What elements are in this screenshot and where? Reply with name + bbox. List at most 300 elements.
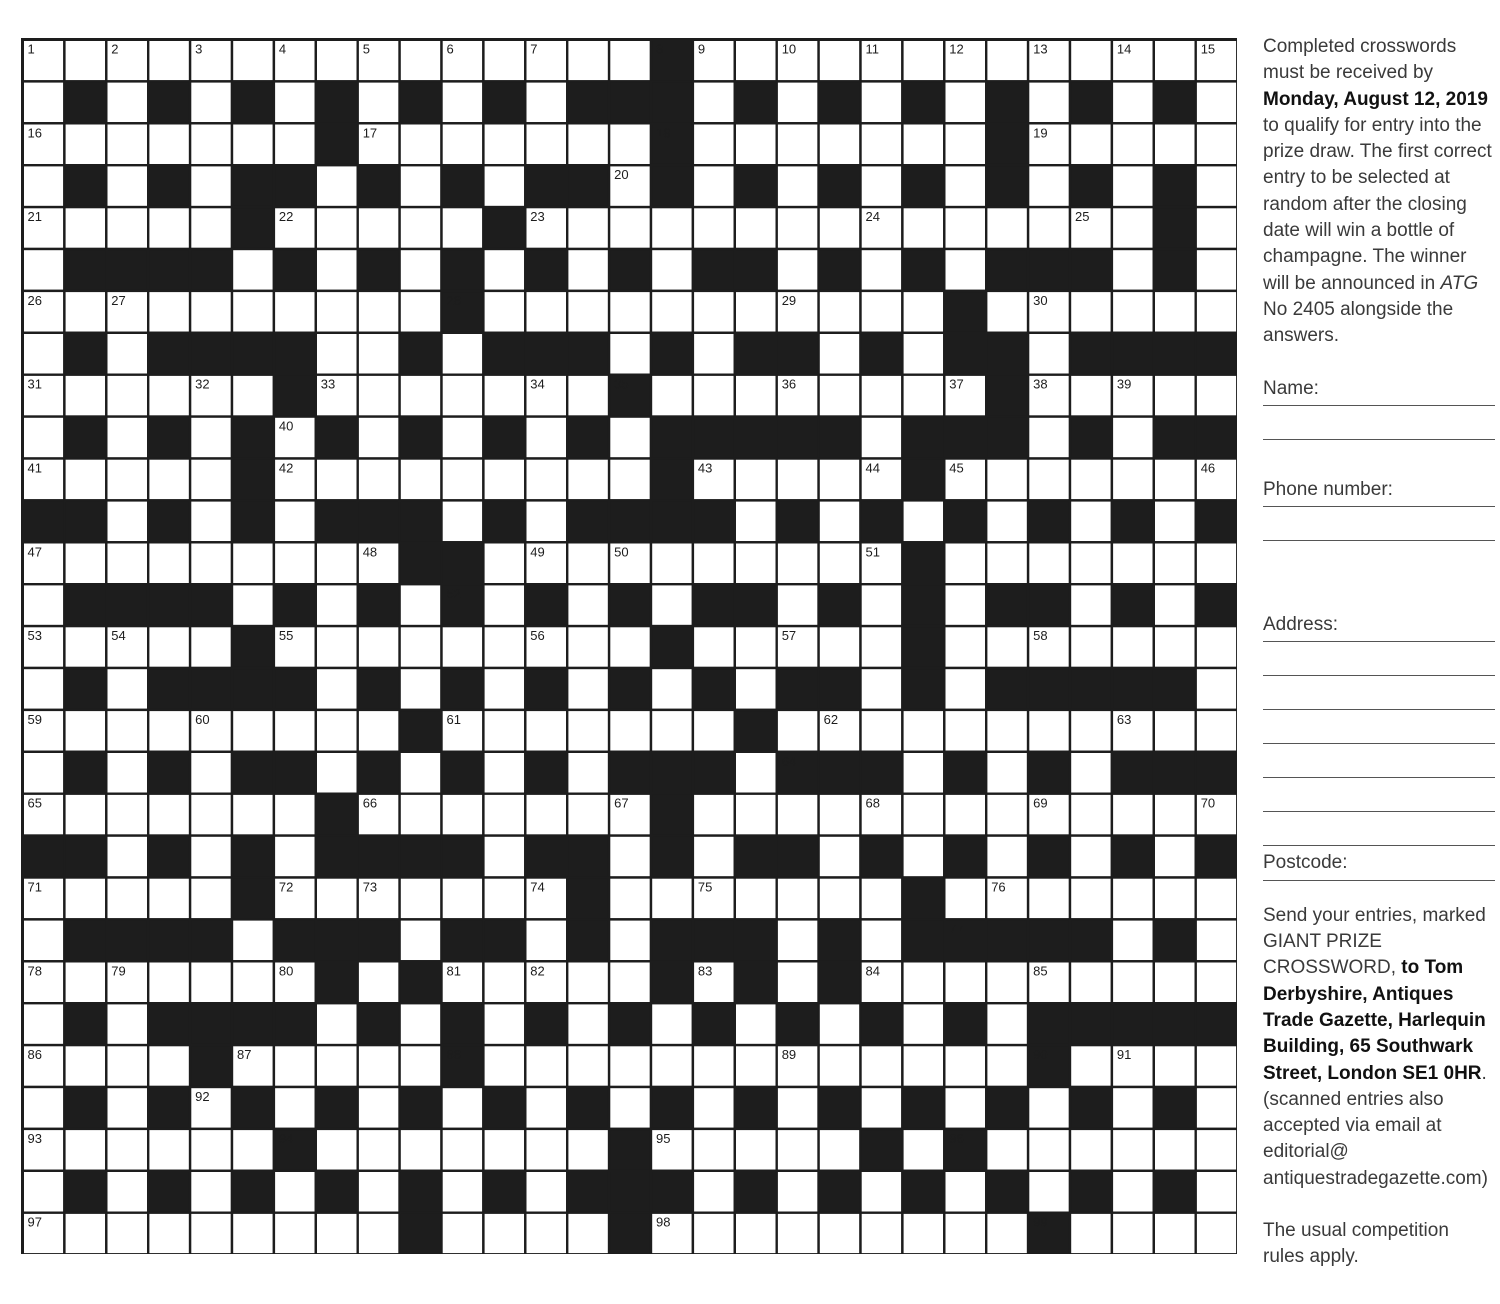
grid-cell[interactable] [358,417,400,459]
grid-cell[interactable] [609,836,651,878]
grid-cell[interactable] [400,752,442,794]
grid-cell[interactable] [483,794,525,836]
grid-cell[interactable] [1112,542,1154,584]
grid-cell[interactable] [861,1087,903,1129]
grid-cell[interactable] [316,878,358,920]
grid-cell[interactable] [735,1003,777,1045]
grid-cell[interactable] [735,752,777,794]
grid-cell[interactable] [1196,81,1237,123]
grid-cell[interactable] [64,626,106,668]
grid-cell[interactable] [861,919,903,961]
grid-cell[interactable] [902,291,944,333]
grid-cell[interactable] [483,710,525,752]
grid-cell[interactable] [400,794,442,836]
grid-cell[interactable] [1028,710,1070,752]
grid-cell[interactable] [609,710,651,752]
grid-cell[interactable] [567,794,609,836]
grid-cell[interactable] [986,961,1028,1003]
grid-cell[interactable] [190,459,232,501]
grid-cell[interactable] [232,584,274,626]
grid-cell[interactable] [1112,123,1154,165]
grid-cell[interactable] [819,836,861,878]
grid-cell[interactable] [442,81,484,123]
grid-cell[interactable] [483,752,525,794]
grid-cell[interactable] [23,1087,65,1129]
grid-cell[interactable] [483,291,525,333]
grid-cell[interactable] [274,542,316,584]
grid-cell[interactable] [735,123,777,165]
grid-cell[interactable] [525,794,567,836]
grid-cell[interactable] [861,1045,903,1087]
grid-cell[interactable] [1154,500,1196,542]
address-line-2[interactable] [1263,675,1495,676]
grid-cell[interactable] [23,668,65,710]
grid-cell[interactable] [190,836,232,878]
grid-cell[interactable] [1196,1171,1237,1213]
grid-cell[interactable] [735,1129,777,1171]
grid-cell[interactable] [735,878,777,920]
grid-cell[interactable] [442,123,484,165]
grid-cell[interactable] [777,249,819,291]
grid-cell[interactable] [567,542,609,584]
grid-cell[interactable] [693,207,735,249]
grid-cell[interactable] [1196,291,1237,333]
grid-cell[interactable] [316,542,358,584]
grid-cell[interactable] [693,291,735,333]
grid-cell[interactable] [1070,40,1112,82]
grid-cell[interactable] [651,291,693,333]
grid-cell[interactable] [148,710,190,752]
grid-cell[interactable] [148,542,190,584]
grid-cell[interactable] [819,1213,861,1254]
grid-cell[interactable] [274,1087,316,1129]
grid-cell[interactable] [1154,961,1196,1003]
grid-cell[interactable] [1112,1171,1154,1213]
address-line-4[interactable] [1263,743,1495,744]
grid-cell[interactable] [400,40,442,82]
grid-cell[interactable] [693,1045,735,1087]
grid-cell[interactable] [986,1129,1028,1171]
grid-cell[interactable] [902,375,944,417]
grid-cell[interactable] [316,710,358,752]
grid-cell[interactable] [64,207,106,249]
grid-cell[interactable] [483,584,525,626]
grid-cell[interactable] [567,584,609,626]
grid-cell[interactable] [23,584,65,626]
grid-cell[interactable] [1070,626,1112,668]
grid-cell[interactable] [567,752,609,794]
grid-cell[interactable] [944,1045,986,1087]
grid-cell[interactable] [609,878,651,920]
grid-cell[interactable] [442,878,484,920]
grid-cell[interactable] [316,333,358,375]
grid-cell[interactable] [106,1213,148,1254]
grid-cell[interactable] [483,542,525,584]
grid-cell[interactable] [316,249,358,291]
grid-cell[interactable] [106,1087,148,1129]
grid-cell[interactable] [1028,417,1070,459]
grid-cell[interactable] [64,375,106,417]
grid-cell[interactable] [190,626,232,668]
grid-cell[interactable] [358,626,400,668]
grid-cell[interactable] [106,375,148,417]
grid-cell[interactable] [483,1003,525,1045]
grid-cell[interactable] [693,1087,735,1129]
grid-cell[interactable] [1112,919,1154,961]
grid-cell[interactable] [609,417,651,459]
grid-cell[interactable] [148,961,190,1003]
grid-cell[interactable] [819,40,861,82]
grid-cell[interactable] [358,291,400,333]
grid-cell[interactable] [358,1171,400,1213]
grid-cell[interactable] [1196,626,1237,668]
grid-cell[interactable] [1154,836,1196,878]
grid-cell[interactable] [525,1087,567,1129]
grid-cell[interactable] [148,794,190,836]
grid-cell[interactable] [986,626,1028,668]
grid-cell[interactable] [316,1129,358,1171]
grid-cell[interactable] [64,1045,106,1087]
grid-cell[interactable] [358,1087,400,1129]
grid-cell[interactable] [986,40,1028,82]
grid-cell[interactable] [1070,542,1112,584]
grid-cell[interactable] [944,123,986,165]
grid-cell[interactable] [1154,794,1196,836]
grid-cell[interactable] [735,459,777,501]
grid-cell[interactable] [986,459,1028,501]
grid-cell[interactable] [861,123,903,165]
grid-cell[interactable] [232,249,274,291]
grid-cell[interactable] [274,836,316,878]
address-line-7[interactable] [1263,845,1495,846]
grid-cell[interactable] [777,878,819,920]
grid-cell[interactable] [1154,878,1196,920]
grid-cell[interactable] [316,165,358,207]
grid-cell[interactable] [106,836,148,878]
grid-cell[interactable] [986,1045,1028,1087]
grid-cell[interactable] [358,1129,400,1171]
grid-cell[interactable] [819,207,861,249]
grid-cell[interactable] [693,836,735,878]
grid-cell[interactable] [316,207,358,249]
grid-cell[interactable] [106,668,148,710]
grid-cell[interactable] [274,81,316,123]
grid-cell[interactable] [525,500,567,542]
grid-cell[interactable] [944,961,986,1003]
grid-cell[interactable] [1112,961,1154,1003]
name-line-2[interactable] [1263,439,1495,440]
grid-cell[interactable] [609,207,651,249]
grid-cell[interactable] [861,291,903,333]
grid-cell[interactable] [483,1045,525,1087]
grid-cell[interactable] [358,207,400,249]
grid-cell[interactable] [525,919,567,961]
grid-cell[interactable] [944,668,986,710]
grid-cell[interactable] [567,291,609,333]
grid-cell[interactable] [106,542,148,584]
grid-cell[interactable] [944,207,986,249]
grid-cell[interactable] [777,542,819,584]
postcode-line[interactable] [1263,880,1495,881]
grid-cell[interactable] [777,81,819,123]
grid-cell[interactable] [190,1129,232,1171]
grid-cell[interactable] [902,500,944,542]
grid-cell[interactable] [316,291,358,333]
grid-cell[interactable] [274,500,316,542]
grid-cell[interactable] [358,333,400,375]
grid-cell[interactable] [232,919,274,961]
grid-cell[interactable] [525,459,567,501]
address-line-1[interactable] [1263,641,1495,642]
grid-cell[interactable] [1154,1213,1196,1254]
grid-cell[interactable] [1070,500,1112,542]
grid-cell[interactable] [735,40,777,82]
grid-cell[interactable] [819,333,861,375]
grid-cell[interactable] [274,291,316,333]
grid-cell[interactable] [525,1171,567,1213]
grid-cell[interactable] [944,81,986,123]
grid-cell[interactable] [442,459,484,501]
grid-cell[interactable] [23,81,65,123]
grid-cell[interactable] [1112,459,1154,501]
grid-cell[interactable] [400,249,442,291]
grid-cell[interactable] [1070,584,1112,626]
grid-cell[interactable] [400,123,442,165]
grid-cell[interactable] [1028,1087,1070,1129]
grid-cell[interactable] [190,500,232,542]
grid-cell[interactable] [316,1003,358,1045]
grid-cell[interactable] [902,710,944,752]
grid-cell[interactable] [1154,1045,1196,1087]
grid-cell[interactable] [190,123,232,165]
grid-cell[interactable] [190,165,232,207]
grid-cell[interactable] [316,668,358,710]
grid-cell[interactable] [106,1003,148,1045]
grid-cell[interactable] [819,878,861,920]
grid-cell[interactable] [861,878,903,920]
grid-cell[interactable] [609,291,651,333]
grid-cell[interactable] [358,81,400,123]
grid-cell[interactable] [1154,584,1196,626]
grid-cell[interactable] [1154,291,1196,333]
grid-cell[interactable] [861,81,903,123]
grid-cell[interactable] [358,961,400,1003]
grid-cell[interactable] [651,584,693,626]
grid-cell[interactable] [902,1045,944,1087]
grid-cell[interactable] [819,1129,861,1171]
grid-cell[interactable] [64,459,106,501]
grid-cell[interactable] [358,1213,400,1254]
grid-cell[interactable] [148,291,190,333]
grid-cell[interactable] [148,459,190,501]
grid-cell[interactable] [735,626,777,668]
grid-cell[interactable] [400,291,442,333]
grid-cell[interactable] [400,1045,442,1087]
grid-cell[interactable] [609,1087,651,1129]
grid-cell[interactable] [567,459,609,501]
address-line-5[interactable] [1263,777,1495,778]
grid-cell[interactable] [400,1129,442,1171]
grid-cell[interactable] [1196,1129,1237,1171]
grid-cell[interactable] [819,123,861,165]
grid-cell[interactable] [358,710,400,752]
grid-cell[interactable] [190,291,232,333]
grid-cell[interactable] [693,375,735,417]
grid-cell[interactable] [944,794,986,836]
grid-cell[interactable] [861,584,903,626]
grid-cell[interactable] [1028,333,1070,375]
grid-cell[interactable] [400,668,442,710]
grid-cell[interactable] [693,710,735,752]
grid-cell[interactable] [1112,165,1154,207]
grid-cell[interactable] [777,1087,819,1129]
grid-cell[interactable] [986,752,1028,794]
grid-cell[interactable] [777,961,819,1003]
grid-cell[interactable] [190,752,232,794]
grid-cell[interactable] [1196,1045,1237,1087]
grid-cell[interactable] [693,333,735,375]
grid-cell[interactable] [23,752,65,794]
grid-cell[interactable] [23,333,65,375]
grid-cell[interactable] [819,500,861,542]
grid-cell[interactable] [902,123,944,165]
grid-cell[interactable] [1196,542,1237,584]
grid-cell[interactable] [274,123,316,165]
grid-cell[interactable] [400,584,442,626]
grid-cell[interactable] [274,794,316,836]
grid-cell[interactable] [1154,626,1196,668]
grid-cell[interactable] [106,794,148,836]
grid-cell[interactable] [525,1129,567,1171]
grid-cell[interactable] [777,123,819,165]
grid-cell[interactable] [64,40,106,82]
grid-cell[interactable] [567,961,609,1003]
grid-cell[interactable] [64,710,106,752]
grid-cell[interactable] [148,375,190,417]
grid-cell[interactable] [651,375,693,417]
grid-cell[interactable] [1154,542,1196,584]
grid-cell[interactable] [735,668,777,710]
grid-cell[interactable] [567,375,609,417]
grid-cell[interactable] [1112,1213,1154,1254]
grid-cell[interactable] [819,1045,861,1087]
grid-cell[interactable] [400,459,442,501]
grid-cell[interactable] [23,417,65,459]
grid-cell[interactable] [1154,123,1196,165]
grid-cell[interactable] [777,459,819,501]
grid-cell[interactable] [1112,878,1154,920]
address-line-3[interactable] [1263,709,1495,710]
grid-cell[interactable] [944,626,986,668]
grid-cell[interactable] [861,249,903,291]
grid-cell[interactable] [986,500,1028,542]
grid-cell[interactable] [651,878,693,920]
grid-cell[interactable] [777,584,819,626]
grid-cell[interactable] [944,584,986,626]
grid-cell[interactable] [400,878,442,920]
grid-cell[interactable] [567,1213,609,1254]
grid-cell[interactable] [358,459,400,501]
grid-cell[interactable] [400,919,442,961]
grid-cell[interactable] [819,459,861,501]
grid-cell[interactable] [274,1171,316,1213]
grid-cell[interactable] [64,1213,106,1254]
grid-cell[interactable] [567,1003,609,1045]
grid-cell[interactable] [1028,459,1070,501]
grid-cell[interactable] [1196,878,1237,920]
grid-cell[interactable] [944,710,986,752]
grid-cell[interactable] [483,961,525,1003]
grid-cell[interactable] [232,710,274,752]
grid-cell[interactable] [190,81,232,123]
grid-cell[interactable] [106,1045,148,1087]
grid-cell[interactable] [442,794,484,836]
grid-cell[interactable] [525,1045,567,1087]
grid-cell[interactable] [567,710,609,752]
grid-cell[interactable] [1196,1087,1237,1129]
grid-cell[interactable] [1028,207,1070,249]
grid-cell[interactable] [777,919,819,961]
grid-cell[interactable] [1196,961,1237,1003]
grid-cell[interactable] [986,291,1028,333]
grid-cell[interactable] [316,626,358,668]
grid-cell[interactable] [609,40,651,82]
grid-cell[interactable] [64,794,106,836]
grid-cell[interactable] [1154,710,1196,752]
grid-cell[interactable] [1112,81,1154,123]
grid-cell[interactable] [1154,459,1196,501]
grid-cell[interactable] [1070,836,1112,878]
grid-cell[interactable] [986,836,1028,878]
grid-cell[interactable] [819,794,861,836]
grid-cell[interactable] [1196,123,1237,165]
grid-cell[interactable] [64,1129,106,1171]
grid-cell[interactable] [1070,794,1112,836]
grid-cell[interactable] [106,1129,148,1171]
grid-cell[interactable] [861,626,903,668]
grid-cell[interactable] [693,794,735,836]
grid-cell[interactable] [1196,165,1237,207]
grid-cell[interactable] [442,375,484,417]
grid-cell[interactable] [609,626,651,668]
grid-cell[interactable] [735,375,777,417]
grid-cell[interactable] [106,710,148,752]
grid-cell[interactable] [944,542,986,584]
grid-cell[interactable] [23,1003,65,1045]
grid-cell[interactable] [400,626,442,668]
grid-cell[interactable] [1028,165,1070,207]
phone-line[interactable] [1263,506,1495,507]
grid-cell[interactable] [1028,1129,1070,1171]
grid-cell[interactable] [358,1045,400,1087]
grid-cell[interactable] [232,375,274,417]
grid-cell[interactable] [1070,291,1112,333]
grid-cell[interactable] [609,333,651,375]
grid-cell[interactable] [232,291,274,333]
grid-cell[interactable] [693,1171,735,1213]
grid-cell[interactable] [1112,626,1154,668]
grid-cell[interactable] [190,417,232,459]
grid-cell[interactable] [106,878,148,920]
grid-cell[interactable] [190,542,232,584]
grid-cell[interactable] [1154,375,1196,417]
grid-cell[interactable] [735,207,777,249]
grid-cell[interactable] [944,1087,986,1129]
grid-cell[interactable] [735,542,777,584]
grid-cell[interactable] [1154,40,1196,82]
grid-cell[interactable] [1112,1129,1154,1171]
grid-cell[interactable] [23,165,65,207]
